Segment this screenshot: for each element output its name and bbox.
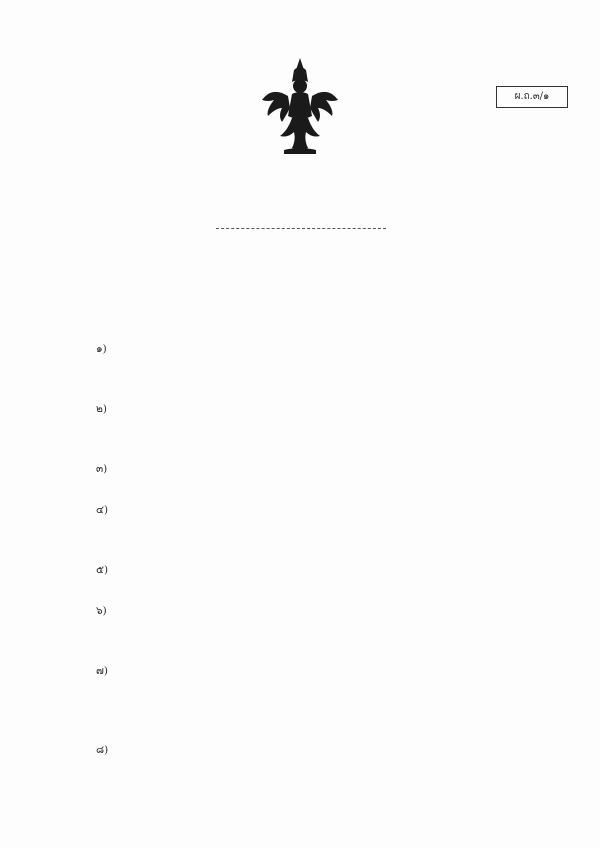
polling-unit-item <box>96 741 532 779</box>
polling-unit-line <box>122 760 532 779</box>
polling-unit-line <box>122 561 532 580</box>
polling-unit-line <box>122 479 532 498</box>
polling-unit-line <box>122 602 532 621</box>
polling-unit-item <box>96 400 532 457</box>
polling-unit-number: ๔) <box>96 504 109 516</box>
polling-unit-line <box>122 580 532 599</box>
polling-unit-line <box>122 359 532 378</box>
polling-unit-line <box>122 700 532 719</box>
polling-unit-line <box>122 640 532 659</box>
polling-unit-item <box>96 662 532 738</box>
polling-unit-number: ๖) <box>96 605 107 617</box>
polling-unit-line <box>122 520 532 539</box>
polling-unit-number: ๑) <box>96 343 107 355</box>
polling-unit-line <box>122 340 532 359</box>
garuda-emblem-icon <box>258 56 342 156</box>
polling-unit-line <box>122 719 532 738</box>
polling-unit-line <box>122 681 532 700</box>
polling-unit-item <box>96 561 532 599</box>
polling-unit-line <box>122 621 532 640</box>
polling-unit-number: ๒) <box>96 403 108 415</box>
polling-unit-line <box>122 438 532 457</box>
polling-unit-line <box>122 741 532 760</box>
polling-unit-number: ๗) <box>96 665 108 677</box>
polling-unit-line <box>122 419 532 438</box>
polling-unit-line <box>122 460 532 479</box>
polling-unit-number: ๘) <box>96 744 109 756</box>
polling-unit-list <box>96 340 532 782</box>
polling-unit-item <box>96 602 532 659</box>
title-divider <box>216 228 386 229</box>
polling-unit-line <box>122 400 532 419</box>
polling-unit-line <box>122 662 532 681</box>
polling-unit-number: ๕) <box>96 564 109 576</box>
polling-unit-item <box>96 340 532 397</box>
polling-unit-line <box>122 378 532 397</box>
polling-unit-item <box>96 460 532 498</box>
polling-unit-item <box>96 501 532 558</box>
polling-unit-line <box>122 501 532 520</box>
polling-unit-number: ๓) <box>96 463 108 475</box>
form-code-box: ผ.ถ.๓/๑ <box>496 86 568 108</box>
polling-unit-line <box>122 539 532 558</box>
